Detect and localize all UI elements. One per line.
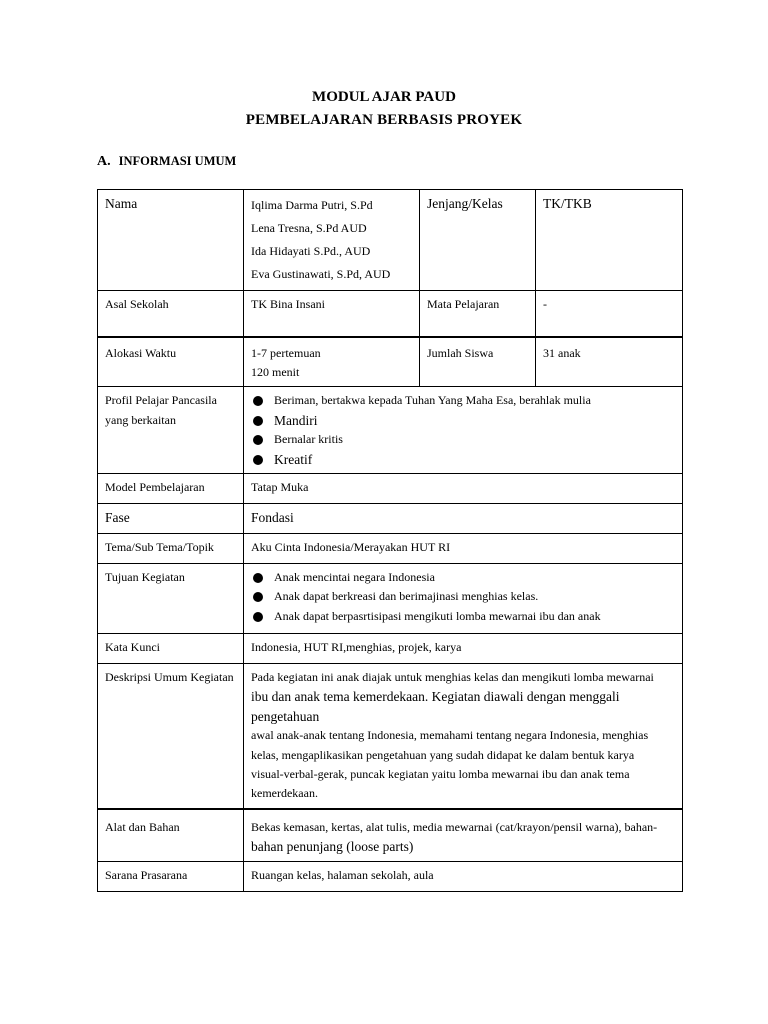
value-jumlah-siswa: 31 anak: [536, 337, 683, 387]
table-row-nama: [98, 190, 683, 291]
value-tema: Aku Cinta Indonesia/Merayakan HUT RI: [244, 533, 683, 563]
deskripsi-line: kemerdekaan.: [251, 786, 318, 801]
deskripsi-line: visual-verbal-gerak, puncak kegiatan yaitu lomba mewarnai ibu dan anak tema: [251, 766, 630, 781]
value-fase: Fondasi: [244, 503, 683, 533]
label-kata-kunci: Kata Kunci: [98, 633, 244, 663]
teacher-name: Lena Tresna, S.Pd AUD: [251, 221, 367, 235]
list-item: Anak dapat berkreasi dan berimajinasi menghias kelas.: [251, 587, 676, 606]
profil-list: [251, 391, 676, 469]
tujuan-list: [251, 568, 676, 626]
table-row-alat-bahan: [98, 809, 683, 861]
label-jumlah-siswa: Jumlah Siswa: [420, 337, 536, 387]
teacher-name: Ida Hidayati S.Pd., AUD: [251, 244, 371, 258]
deskripsi-line: kelas, mengaplikasikan pengetahuan yang sudah didapat ke dalam bentuk karya: [251, 747, 635, 762]
list-item: Bernalar kritis: [251, 430, 676, 449]
table-row-tujuan-kegiatan: [98, 563, 683, 633]
table-row-kata-kunci: [98, 633, 683, 663]
label-tema: Tema/Sub Tema/Topik: [98, 533, 244, 563]
table-row-asal-sekolah: [98, 291, 683, 337]
value-model-pembelajaran: Tatap Muka: [244, 473, 683, 503]
section-heading: [97, 154, 236, 170]
list-item: Anak dapat berpasrtisipasi mengikuti lomba mewarnai ibu dan anak: [251, 607, 676, 626]
deskripsi-line: awal anak-anak tentang Indonesia, memahami tentang negara Indonesia, menghias: [251, 728, 649, 743]
label-fase: Fase: [98, 503, 244, 533]
value-asal-sekolah: TK Bina Insani: [244, 291, 420, 337]
value-jenjang-kelas: TK/TKB: [536, 190, 683, 291]
list-item: Beriman, bertakwa kepada Tuhan Yang Maha Esa, berahlak mulia: [251, 391, 676, 410]
document-title: MODUL AJAR PAUD: [312, 89, 456, 105]
table-row-profil-pelajar: [98, 387, 683, 474]
alat-bahan-line: bahan penunjang (loose parts): [251, 839, 414, 855]
teacher-name: Iqlima Darma Putri, S.Pd: [251, 198, 373, 212]
info-table: [97, 189, 683, 892]
value-alokasi-waktu: [244, 337, 420, 387]
label-nama: Nama: [98, 190, 244, 291]
table-row-sarana: [98, 861, 683, 891]
label-asal-sekolah: Asal Sekolah: [98, 291, 244, 337]
value-kata-kunci: Indonesia, HUT RI,menghias, projek, karya: [244, 633, 683, 663]
table-row-fase: [98, 503, 683, 533]
profil-label-line: Profil Pelajar Pancasila: [105, 393, 217, 408]
teacher-name: Eva Gustinawati, S.Pd, AUD: [251, 267, 391, 281]
profil-label-line: yang berkaitan: [105, 412, 176, 427]
label-sarana: Sarana Prasarana: [98, 861, 244, 891]
table-row-model-pembelajaran: [98, 473, 683, 503]
value-deskripsi: [244, 663, 683, 808]
value-mata-pelajaran: -: [536, 291, 683, 337]
section-letter: A.: [97, 154, 111, 169]
table-row-tema: [98, 533, 683, 563]
label-alat-bahan: Alat dan Bahan: [98, 809, 244, 861]
label-mata-pelajaran: Mata Pelajaran: [420, 291, 536, 337]
label-tujuan-kegiatan: Tujuan Kegiatan: [98, 563, 244, 633]
value-tujuan-kegiatan: [244, 563, 683, 633]
label-model-pembelajaran: Model Pembelajaran: [98, 473, 244, 503]
value-profil-pelajar: [244, 387, 683, 474]
value-alat-bahan: [244, 809, 683, 861]
label-profil-pelajar: [98, 387, 244, 474]
list-item: Kreatif: [251, 450, 676, 469]
list-item: Anak mencintai negara Indonesia: [251, 568, 676, 587]
deskripsi-line: ibu dan anak tema kemerdekaan. Kegiatan diawali dengan menggali pengetahuan: [251, 689, 620, 724]
alat-bahan-line: Bekas kemasan, kertas, alat tulis, media mewarnai (cat/krayon/pensil warna), bahan-: [251, 819, 658, 834]
table-row-alokasi-waktu: [98, 337, 683, 387]
label-jenjang-kelas: Jenjang/Kelas: [420, 190, 536, 291]
table-row-deskripsi: [98, 663, 683, 808]
document-subtitle: PEMBELAJARAN BERBASIS PROYEK: [245, 112, 523, 128]
value-nama: [244, 190, 420, 291]
label-deskripsi: Deskripsi Umum Kegiatan: [98, 663, 244, 808]
label-alokasi-waktu: Alokasi Waktu: [98, 337, 244, 387]
value-sarana: Ruangan kelas, halaman sekolah, aula: [244, 861, 683, 891]
alokasi-line: 1-7 pertemuan: [251, 345, 321, 360]
deskripsi-line: Pada kegiatan ini anak diajak untuk menghias kelas dan mengikuti lomba mewarnai: [251, 669, 654, 684]
alokasi-line: 120 menit: [251, 364, 300, 379]
list-item: Mandiri: [251, 411, 676, 430]
section-label: INFORMASI UMUM: [118, 154, 237, 168]
